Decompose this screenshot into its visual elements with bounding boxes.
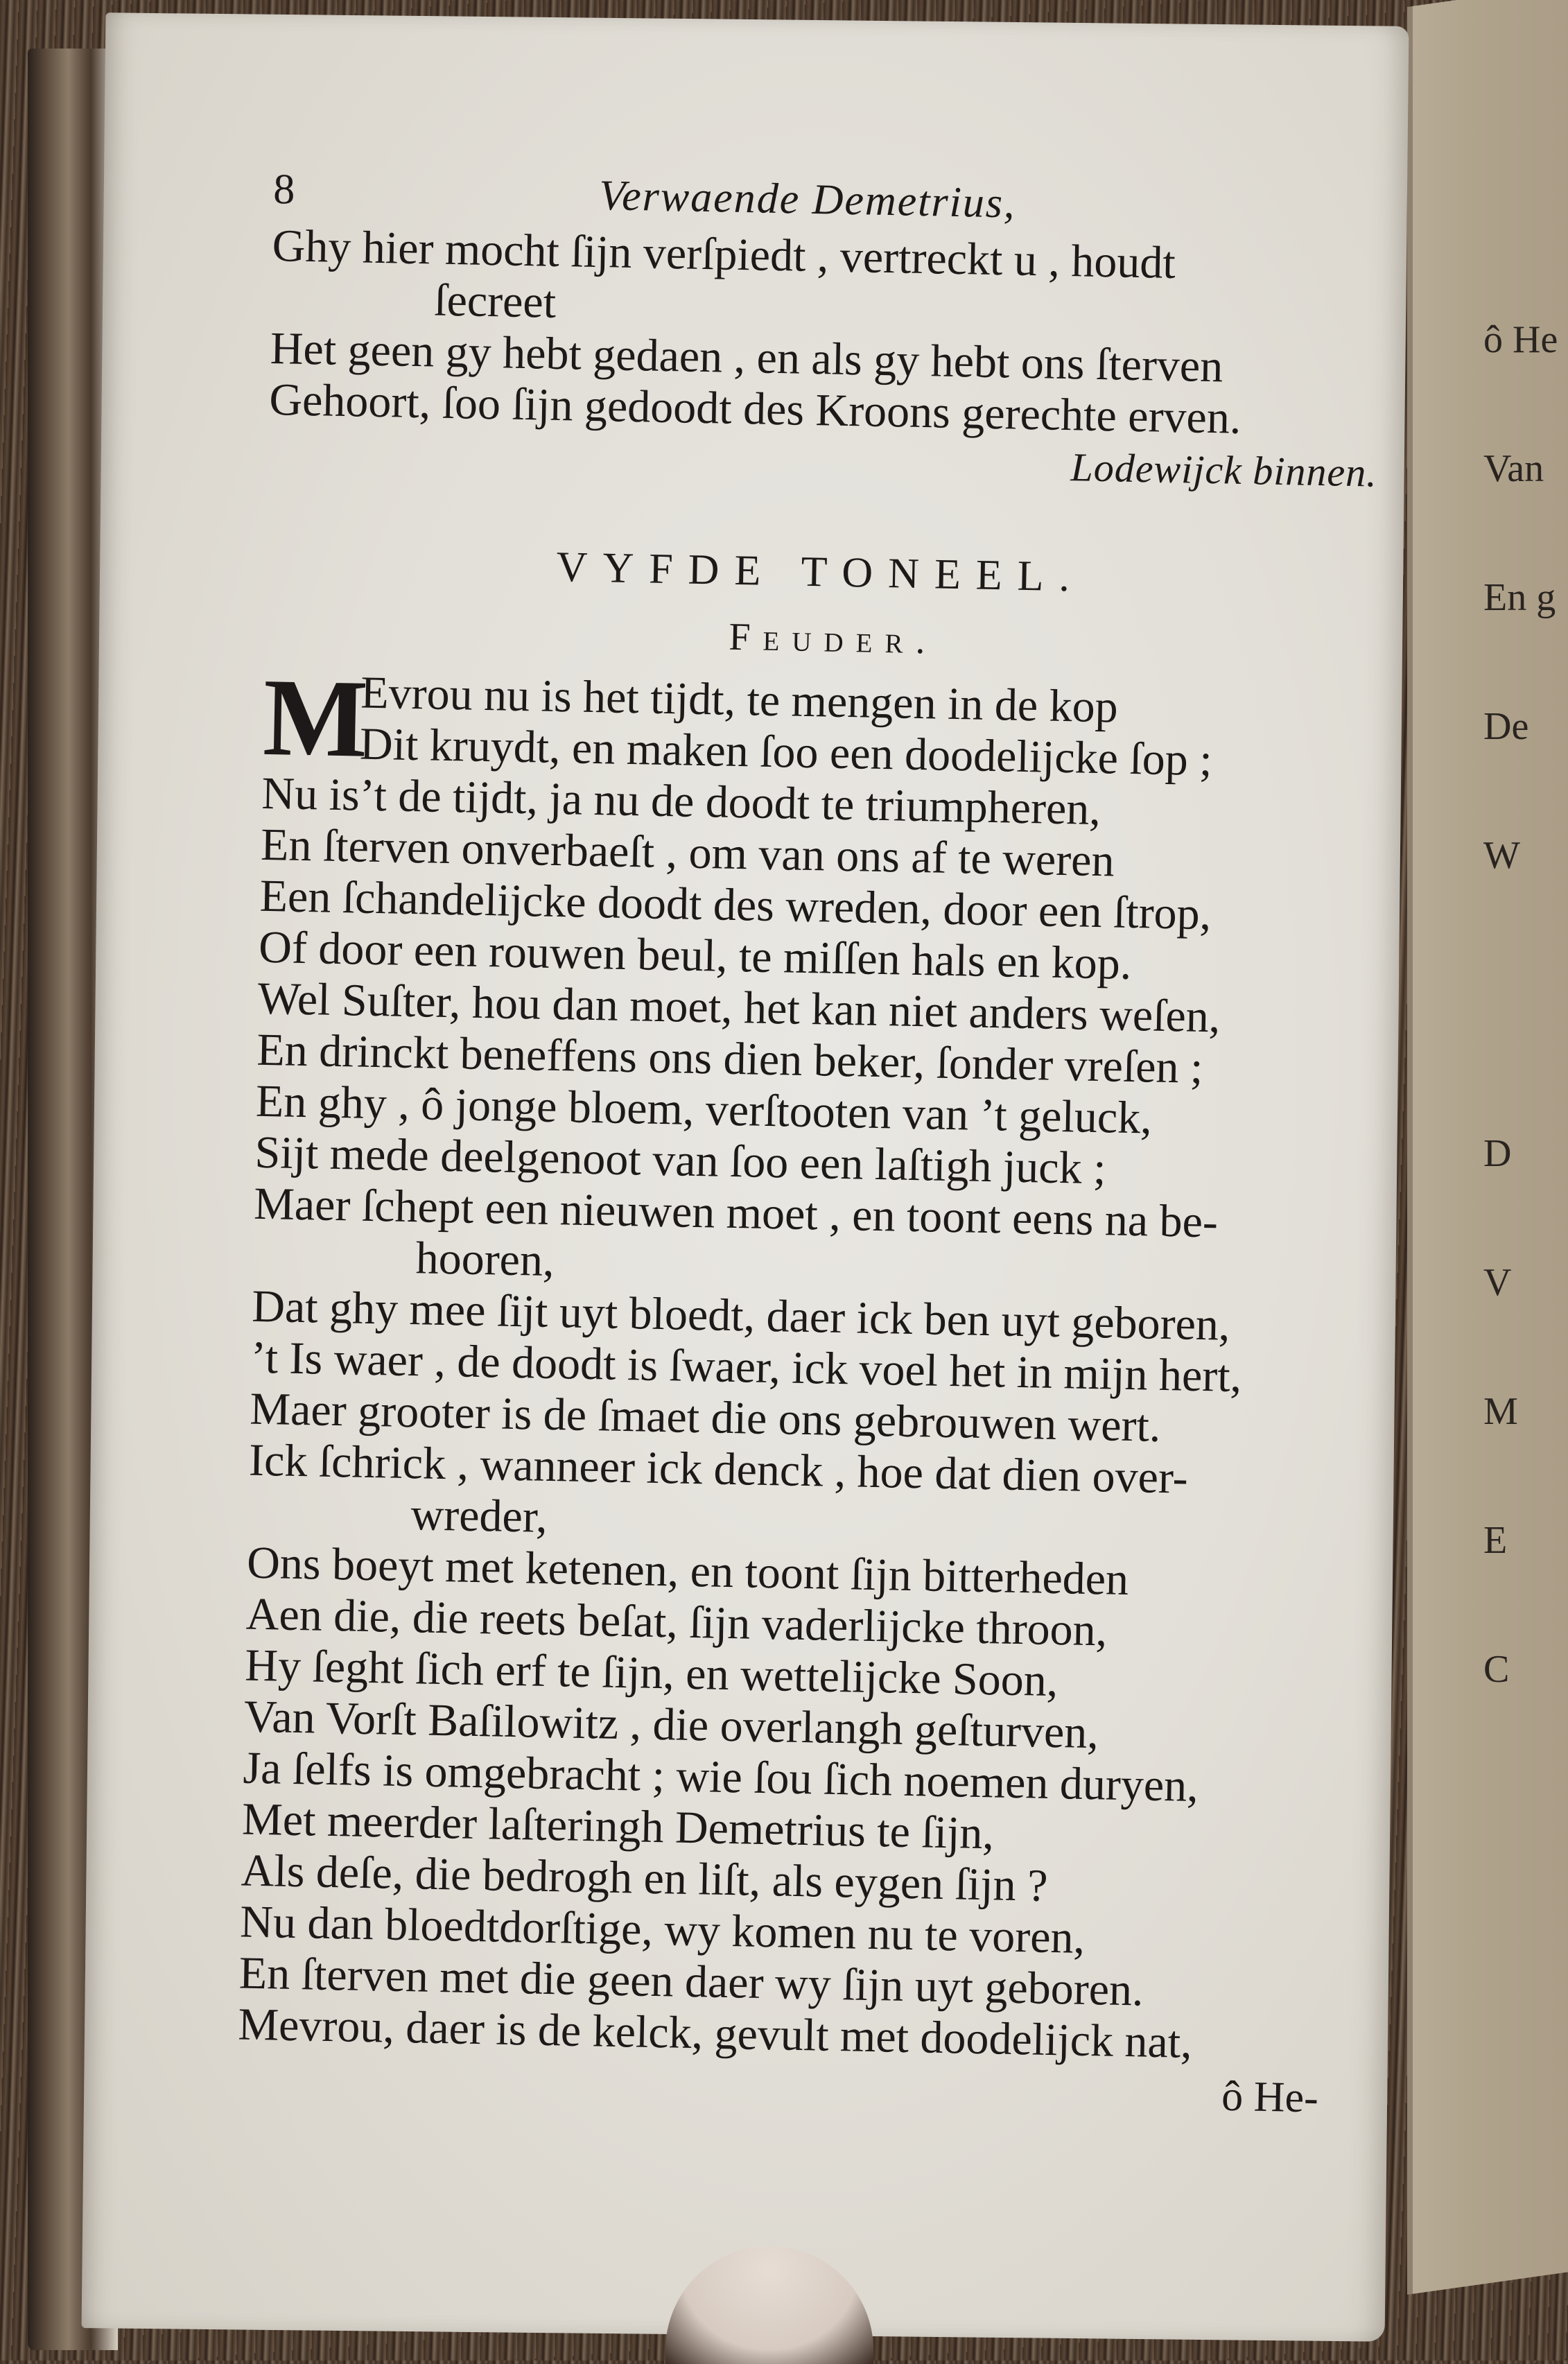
verse-line-continuation: wreder, — [410, 1489, 548, 1542]
speaker-name: Feuder. — [728, 615, 939, 663]
right-fragment-line: W — [1483, 834, 1520, 877]
verse-line: Dit kruydt, en maken ſoo een doodelijcke ſop ; — [359, 718, 1213, 786]
right-fragment-line: De — [1483, 705, 1529, 748]
catchword: ô He- — [1221, 2072, 1319, 2122]
verse-line: Als deſe, die bedrogh en liſt, als eygen ſijn ? — [241, 1845, 1049, 1911]
right-fragment-line: V — [1483, 1261, 1512, 1304]
verse-line-continuation: ſecreet — [433, 275, 557, 328]
verse-line: Van Vorſt Baſilowitz , die overlangh geſturven, — [243, 1691, 1099, 1759]
verse-line: Ons boeyt met ketenen, en toont ſijn bitterheden — [246, 1537, 1129, 1606]
verse-line-continuation: hooren, — [415, 1233, 555, 1287]
opening-verse — [269, 220, 1409, 447]
verse-line: Sijt mede deelgenoot van ſoo een laſtigh juck ; — [254, 1127, 1107, 1194]
right-fragment-line: E — [1483, 1519, 1508, 1562]
right-fragment-line: Van — [1483, 447, 1544, 490]
verse-line: Wel Suſter, hou dan moet, het kan niet anders weſen, — [257, 973, 1221, 1043]
running-title: Verwaende Demetrius, — [598, 172, 1017, 227]
verse-line: ’t Is waer , de doodt is ſwaer, ick voel het in mijn hert, — [250, 1332, 1242, 1402]
page-text-block — [236, 165, 1410, 2124]
verse-line: Nu dan bloedtdorſtige, wy komen nu te voren, — [239, 1896, 1086, 1963]
verse-line: En ſterven onverbaeſt , om van ons af te weren — [260, 819, 1115, 887]
stage-direction: Lodewijck binnen. — [1070, 444, 1378, 496]
right-page-fragment-text — [1483, 232, 1558, 1734]
verse-line: En ſterven met die geen daer wy ſijn uyt geboren. — [238, 1947, 1144, 2016]
verse-body — [238, 768, 1399, 2072]
verse-line: Met meerder laſteringh Demetrius te ſijn, — [241, 1793, 995, 1859]
verse-line: Of door een rouwen beul, te miſſen hals en kop. — [258, 921, 1132, 989]
verse-line: Hy ſeght ſich erf te ſijn, en wettelijcke Soon, — [244, 1640, 1059, 1707]
page-number: 8 — [272, 165, 295, 214]
right-fragment-line: M — [1483, 1390, 1518, 1433]
right-fragment-line: ô He — [1483, 318, 1558, 361]
verse-line: Het geen gy hebt gedaen , en als gy hebt ons ſterven — [270, 322, 1223, 392]
dropcap-paragraph — [262, 654, 1401, 790]
right-fragment-line: En g — [1483, 576, 1556, 619]
scene-title: VYFDE TONEEL. — [556, 543, 1086, 601]
verse-line: Evrou nu is het tijdt, te mengen in de kop — [360, 667, 1119, 733]
verse-line: Ghy hier mocht ſijn verſpiedt , vertreckt u , houdt — [272, 220, 1176, 288]
verse-line: Dat ghy mee ſijt uyt bloedt, daer ick ben uyt geboren, — [251, 1280, 1231, 1350]
dropcap-letter: M — [262, 654, 369, 781]
verse-line: En ghy , ô jonge bloem, verſtooten van ’t geluck, — [255, 1075, 1153, 1144]
right-fragment-line: C — [1483, 1648, 1510, 1691]
right-fragment-line: D — [1483, 1132, 1512, 1175]
verse-line: Een ſchandelijcke doodt des wreden, door een ſtrop, — [259, 870, 1212, 940]
verse-line: Maer grooter is de ſmaet die ons gebrouwen wert. — [249, 1383, 1162, 1452]
verse-line: Gehoort, ſoo ſijn gedoodt des Kroons gerechte erven. — [268, 374, 1242, 444]
verse-line: Maer ſchept een nieuwen moet , en toont eens na be- — [253, 1178, 1219, 1248]
verse-line: Mevrou, daer is de kelck, gevult met doodelijck nat, — [237, 1999, 1193, 2068]
verse-line: Ja ſelfs is omgebracht ; wie ſou ſich noemen duryen, — [242, 1742, 1199, 1812]
verse-line: Ick ſchrick , wanneer ick denck , hoe dat dien over- — [248, 1434, 1189, 1504]
verse-line: Nu is’t de tijdt, ja nu de doodt te triumpheren, — [261, 767, 1101, 835]
verse-line: Aen die, die reets beſat, ſijn vaderlijcke throon, — [245, 1588, 1108, 1656]
verse-line: En drinckt beneffens ons dien beker, ſonder vreſen ; — [256, 1024, 1204, 1093]
